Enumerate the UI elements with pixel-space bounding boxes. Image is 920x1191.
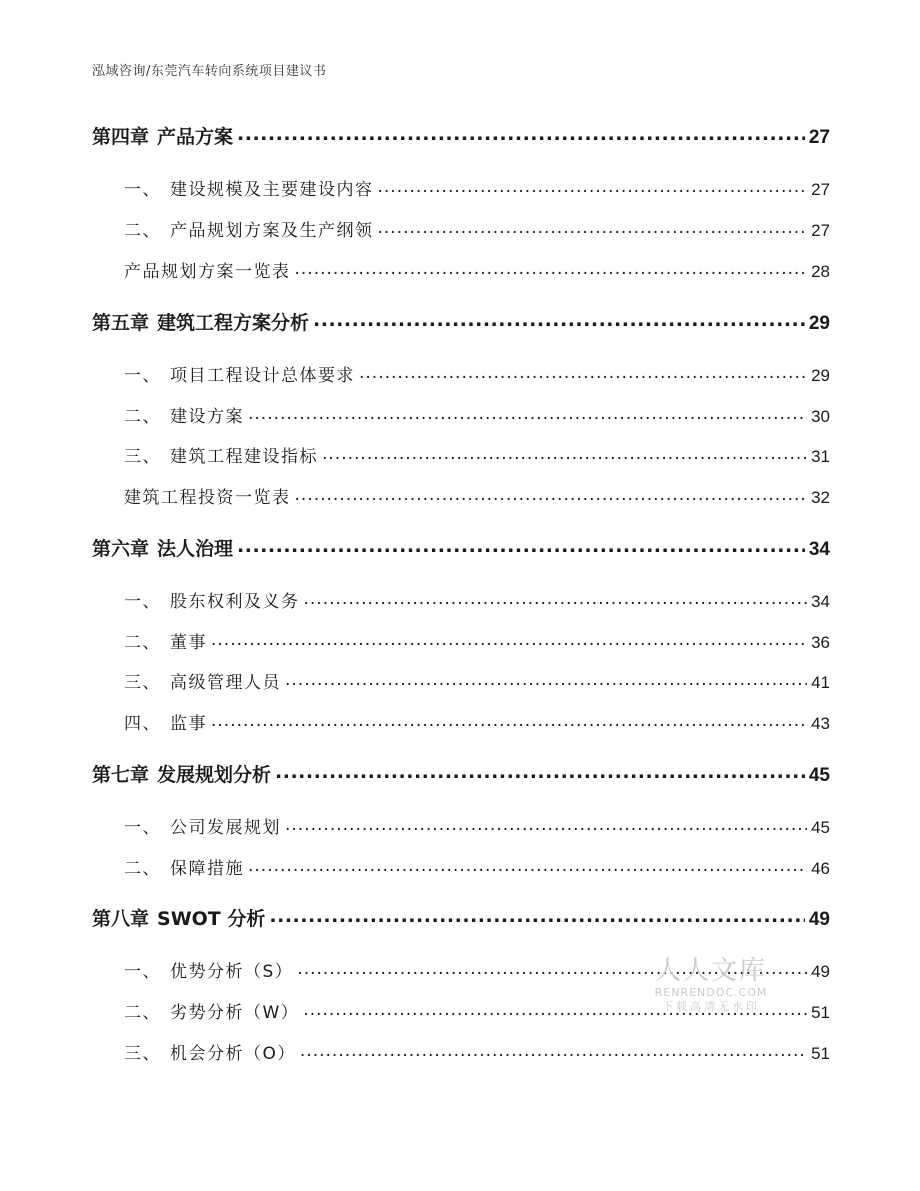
- dot-leader: [359, 364, 807, 381]
- dot-leader: [237, 124, 805, 143]
- toc-section-row[interactable]: [92, 813, 830, 841]
- toc-page-number: 45: [811, 818, 830, 837]
- toc-entry-label: 三、 建筑工程建设指标: [124, 447, 318, 467]
- dot-leader: [269, 906, 804, 925]
- document-header: 泓域咨询/东莞汽车转向系统项目建议书: [92, 64, 327, 79]
- watermark-url: RENRENDOC.COM: [654, 986, 768, 999]
- toc-page-number: 32: [811, 488, 830, 507]
- toc-entry-label: 二、 建设方案: [124, 407, 244, 427]
- toc-page-number: 30: [811, 407, 830, 426]
- toc-page-number: 49: [811, 962, 830, 981]
- toc-page-number: 29: [808, 313, 830, 334]
- toc-page-number: 29: [811, 366, 830, 385]
- toc-section-row[interactable]: [92, 587, 830, 615]
- toc-page-number: 27: [811, 180, 830, 199]
- toc-chapter-row[interactable]: [92, 904, 830, 934]
- toc-section-row[interactable]: [92, 998, 830, 1026]
- toc-page-number: 27: [811, 221, 830, 240]
- toc-entry-label: 产品规划方案一览表: [124, 262, 291, 282]
- dot-leader: [211, 631, 807, 648]
- toc-entry-label: 第八章 SWOT 分析: [92, 908, 266, 930]
- dot-leader: [275, 762, 805, 781]
- dot-leader: [313, 310, 805, 329]
- toc-section-row[interactable]: [92, 628, 830, 656]
- toc-page-number: 34: [808, 539, 830, 560]
- toc-entry-label: 二、 保障措施: [124, 859, 244, 879]
- toc-chapter-row[interactable]: [92, 534, 830, 564]
- dot-leader: [378, 178, 808, 195]
- toc-section-row[interactable]: [92, 175, 830, 203]
- dot-leader: [285, 816, 807, 833]
- toc-page-number: 45: [808, 765, 830, 786]
- toc-table-row[interactable]: [92, 257, 830, 285]
- toc-entry-label: 二、 董事: [124, 633, 207, 653]
- toc-entry-label: 三、 高级管理人员: [124, 673, 281, 693]
- toc-section-row[interactable]: [92, 854, 830, 882]
- dot-leader: [303, 1001, 807, 1018]
- toc-section-row[interactable]: [92, 216, 830, 244]
- toc-entry-label: 第六章 法人治理: [92, 538, 234, 560]
- toc-chapter-row[interactable]: [92, 760, 830, 790]
- dot-leader: [297, 960, 807, 977]
- dot-leader: [248, 405, 807, 422]
- toc-table-row[interactable]: [92, 483, 830, 511]
- toc-section-row[interactable]: [92, 402, 830, 430]
- dot-leader: [378, 219, 808, 236]
- dot-leader: [295, 260, 808, 277]
- toc-section-row[interactable]: [92, 1039, 830, 1067]
- toc-entry-label: 一、 优势分析（S）: [124, 962, 294, 982]
- toc-page-number: 46: [811, 859, 830, 878]
- toc-page-number: 31: [811, 447, 830, 466]
- toc-entry-label: 第四章 产品方案: [92, 126, 234, 148]
- dot-leader: [295, 486, 808, 503]
- toc-entry-label: 第七章 发展规划分析: [92, 764, 272, 786]
- dot-leader: [300, 1042, 807, 1059]
- dot-leader: [304, 590, 808, 607]
- toc-entry-label: 一、 公司发展规划: [124, 818, 281, 838]
- dot-leader: [322, 445, 807, 462]
- toc-entry-label: 第五章 建筑工程方案分析: [92, 312, 310, 334]
- toc-entry-label: 建筑工程投资一览表: [124, 488, 291, 508]
- toc-page-number: 49: [808, 909, 830, 930]
- toc-page-number: 27: [808, 127, 830, 148]
- dot-leader: [248, 857, 807, 874]
- toc-entry-label: 一、 股东权利及义务: [124, 592, 300, 612]
- dot-leader: [211, 712, 807, 729]
- dot-leader: [285, 671, 807, 688]
- toc-entry-label: 三、 机会分析（O）: [124, 1044, 296, 1064]
- toc-page-number: 41: [811, 673, 830, 692]
- toc-entry-label: 二、 产品规划方案及生产纲领: [124, 221, 374, 241]
- toc-entry-label: 一、 建设规模及主要建设内容: [124, 180, 374, 200]
- toc-section-row[interactable]: [92, 957, 830, 985]
- toc-section-row[interactable]: [92, 668, 830, 696]
- toc-entry-label: 二、 劣势分析（W）: [124, 1003, 300, 1023]
- toc-section-row[interactable]: [92, 361, 830, 389]
- dot-leader: [237, 536, 805, 555]
- toc-page-number: 51: [811, 1003, 830, 1022]
- toc-section-row[interactable]: [92, 709, 830, 737]
- toc-chapter-row[interactable]: [92, 308, 830, 338]
- toc-page-number: 43: [811, 714, 830, 733]
- watermark-title: 人人文库: [654, 956, 767, 986]
- toc-page-number: 28: [811, 262, 830, 281]
- toc-section-row[interactable]: [92, 442, 830, 470]
- toc-entry-label: 四、 监事: [124, 714, 207, 734]
- toc-page-number: 36: [811, 633, 830, 652]
- toc-page-number: 34: [811, 592, 830, 611]
- toc-entry-label: 一、 项目工程设计总体要求: [124, 366, 355, 386]
- toc-chapter-row[interactable]: [92, 122, 830, 152]
- watermark-slogan: 下载高清无水印: [662, 1000, 760, 1013]
- toc-page-number: 51: [811, 1044, 830, 1063]
